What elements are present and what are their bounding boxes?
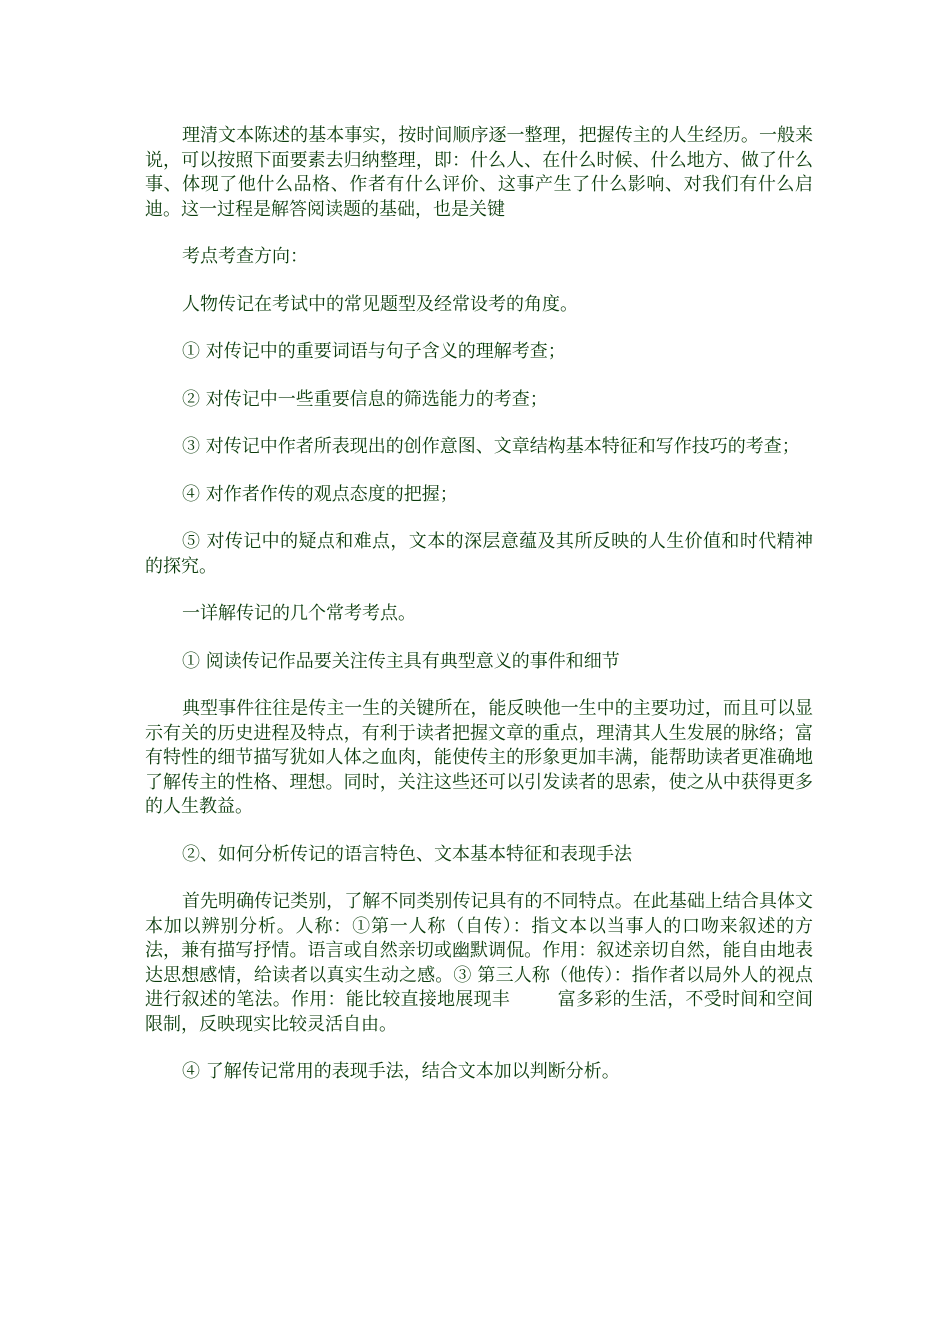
paragraph-question-types: 人物传记在考试中的常见题型及经常设考的角度。 <box>182 293 578 315</box>
paragraph-intro: 理清文本陈述的基本事实，按时间顺序逐一整理，把握传主的人生经历。一般来说，可以按照下面要素去归纳整理，即：什么人、在什么时候、什么地方、做了什么事、体现了他什么品格、作者有什么评价、这事产生了什么影响、对我们有什么启迪。这一过程是解答阅读题的基础，也是关键 <box>145 125 813 220</box>
list-item-5: ⑤ 对传记中的疑点和难点，文本的深层意蕴及其所反映的人生价值和时代精神的探究。 <box>145 531 813 577</box>
list-item-2: ② 对传记中一些重要信息的筛选能力的考查； <box>182 388 548 410</box>
list-item-3: ③ 对传记中作者所表现出的创作意图、文章结构基本特征和写作技巧的考查； <box>182 436 800 457</box>
document-body <box>145 124 813 1108</box>
paragraph-events-details: 典型事件往往是传主一生的关键所在，能反映他一生中的主要功过，而且可以显示有关的历史进程及特点，有利于读者把握文章的重点，理清其人生发展的脉络；富有特性的细节描写犹如人体之血肉，能使传主的形象更加丰满，能帮助读者更准确地了解传主的性格、理想。同时，关注这些还可以引发读者的思索，使之从中获得更多的人生教益。 <box>145 698 813 817</box>
list-item-4: ④ 对作者作传的观点态度的把握； <box>182 483 458 505</box>
subheading-techniques: ④ 了解传记常用的表现手法，结合文本加以判断分析。 <box>182 1061 620 1082</box>
paragraph-language-analysis: 首先明确传记类别，了解不同类别传记具有的不同特点。在此基础上结合具体文本加以辨别分析。人称：①第一人称（自传）：指文本以当事人的口吻来叙述的方法，兼有描写抒情。语言或自然亲切或幽默调侃。作用：叙述亲切自然，能自由地表达思想感情，给读者以真实生动之感。③ 第三人称（他传）：指作者以局外人的视点进行叙述的笔法。作用：能比较直接地展现丰 富多彩的生活，不受时间和空间限制，反映现实比较灵活自由。 <box>145 891 813 1035</box>
subheading-language-analysis: ②、如何分析传记的语言特色、文本基本特征和表现手法 <box>182 843 632 865</box>
paragraph-exam-direction-heading: 考点考查方向： <box>182 246 308 267</box>
paragraph-section-heading: 一详解传记的几个常考考点。 <box>182 603 416 624</box>
list-item-1: ① 对传记中的重要词语与句子含义的理解考查； <box>182 341 566 362</box>
subheading-events-details: ① 阅读传记作品要关注传主具有典型意义的事件和细节 <box>182 650 620 672</box>
